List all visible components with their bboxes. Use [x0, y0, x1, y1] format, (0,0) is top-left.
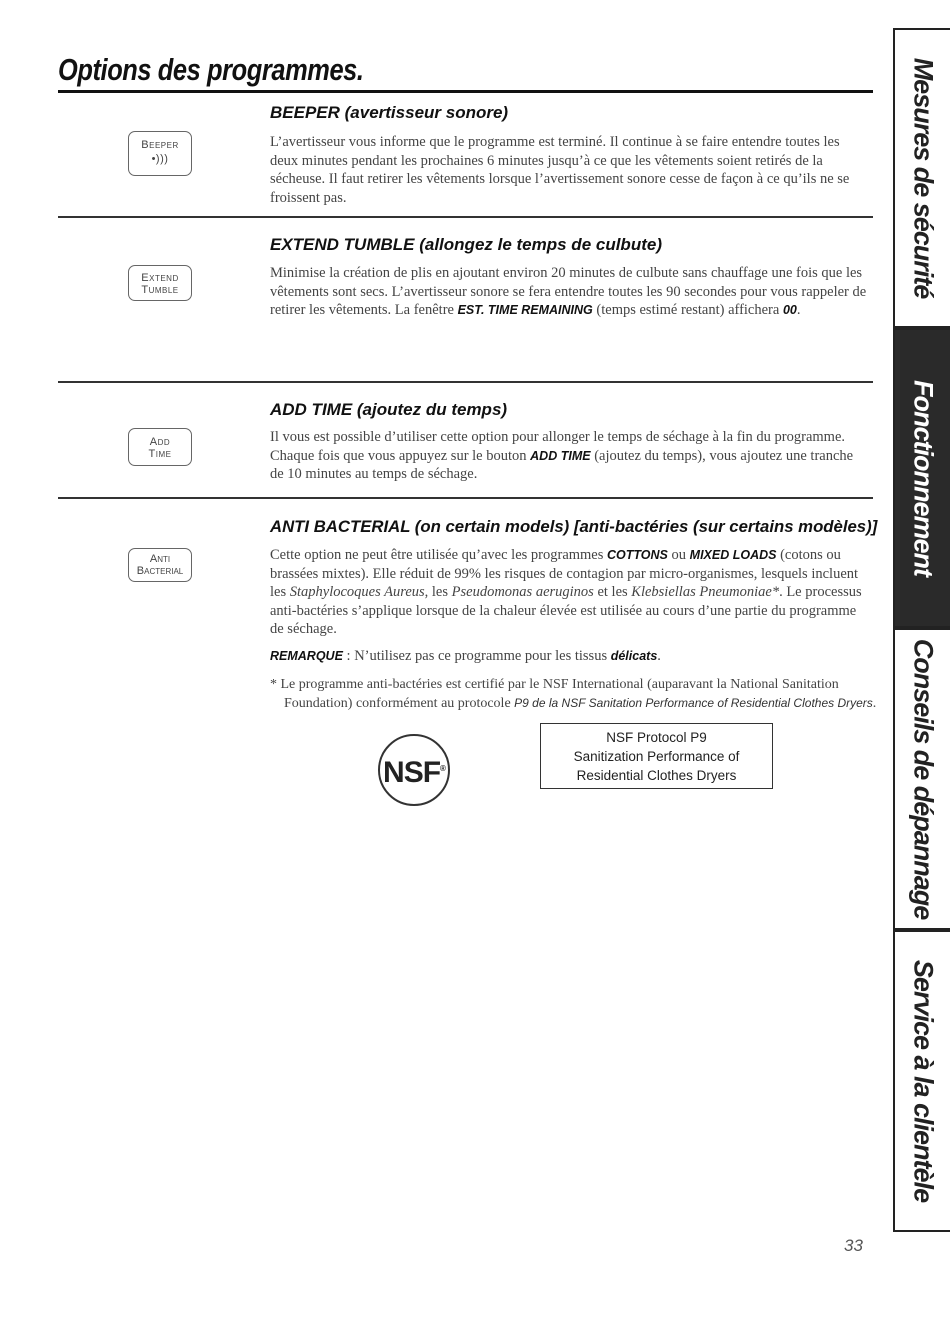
mixed-loads-keyword: MIXED LOADS: [689, 548, 777, 562]
remark-text-1: : N’utilisez pas ce programme pour les tissus: [342, 648, 611, 664]
beeper-description: L’avertisseur vous informe que le programme est terminé. Il continue à se faire entendre toutes les deux minutes pendant les prochaines 6 minutes jusqu’à ce que les vêtements soient retirés de la sécheuse. Il faut retirer les vêtements lorsque l’avertissement sonore cesse de façon à ce qu’ils ne se froissent pas.: [270, 134, 850, 206]
certification-footnote: [270, 676, 889, 713]
beeper-button-label: Beeper: [141, 139, 179, 151]
add-time-keyword: ADD TIME: [530, 448, 591, 463]
cottons-keyword: COTTONS: [607, 548, 668, 562]
nsf-box-line1: NSF Protocol P9: [606, 730, 707, 745]
nsf-registered-mark: ®: [440, 764, 445, 773]
side-tab-securite[interactable]: [893, 28, 950, 328]
nsf-logo-text: NSF: [383, 756, 441, 789]
extend-tumble-button-line1: Extend: [141, 272, 179, 284]
extend-text-3: .: [796, 302, 801, 318]
beeper-section-title: BEEPER (avertisseur sonore): [270, 103, 509, 122]
nsf-box-line3: Residential Clothes Dryers: [576, 768, 737, 783]
antibac-text-1: Cette option ne peut être utilisée qu’avec les programmes: [270, 547, 608, 563]
add-time-text-1: Il vous est possible d’utiliser cette option pour allonger le temps de séchage à la fin du programme. Chaque fois que vous appuyez sur le bouton: [270, 429, 846, 464]
remark-keyword: REMARQUE: [270, 649, 343, 663]
bacteria-name-1: Staphylocoques Aureus: [289, 584, 425, 600]
add-time-section-title: ADD TIME (ajoutez du temps): [270, 400, 508, 419]
beeper-button-icon: [128, 131, 192, 176]
page-title: Options des programmes.: [58, 52, 364, 87]
extend-text-1: Minimise la création de plis en ajoutant environ 20 minutes de culbute sans chauffage une fois que les vêtements sont secs. L’avertisseur sonore se fera entendre toutes les 90 secondes pour vous rappeler de retirer les vêtements. La fenêtre: [270, 265, 867, 318]
side-tab-label: Service à la clientèle: [908, 959, 938, 1203]
antibac-text-3: (cotons ou brassées mixtes). Elle réduit de 99% les risques de contagion par micro-organismes, lesquels incluent les: [270, 547, 859, 600]
add-time-description: [270, 428, 870, 484]
add-time-text-2: (ajoutez du temps), vous ajoutez une tranche de 10 minutes au temps de séchage.: [270, 447, 854, 482]
antibac-text-4: , les: [424, 584, 452, 600]
footnote-text-1: * Le programme anti-bactéries est certifié par le NSF International (auparavant la National Sanitation Foundation) conformément au protocole: [270, 677, 839, 711]
anti-bacterial-section-title: ANTI BACTERIAL (on certain models) [anti-bactéries (sur certains modèles)]: [270, 517, 878, 536]
display-value-00: 00: [782, 303, 797, 317]
side-tab-label: Mesures de sécurité: [908, 57, 938, 299]
extend-tumble-button-icon: [128, 265, 192, 301]
bacteria-name-3: Klebsiellas Pneumoniae*: [631, 584, 780, 600]
extend-tumble-button-line2: Tumble: [141, 284, 179, 296]
add-time-button-line1: Add: [149, 436, 171, 448]
page-number: 33: [844, 1236, 863, 1255]
antibac-text-5: et les: [593, 584, 632, 600]
footnote-protocol: P9 de la NSF Sanitation Performance of Residential Clothes Dryers: [514, 696, 873, 710]
anti-bacterial-button-line2: Bacterial: [136, 565, 184, 577]
nsf-logo: [378, 734, 450, 806]
remark-text-2: .: [657, 648, 661, 664]
side-tab-fonctionnement[interactable]: [893, 328, 950, 628]
side-tab-clientele[interactable]: [893, 930, 950, 1232]
anti-bacterial-button-line1: Anti: [149, 553, 171, 565]
anti-bacterial-button-icon: [128, 548, 192, 582]
side-tab-depannage[interactable]: [893, 628, 950, 930]
footnote-text-2: .: [872, 696, 877, 711]
side-tab-label: Conseils de dépannage: [908, 638, 938, 920]
sound-waves-icon: •))): [151, 153, 169, 165]
section-divider: [58, 381, 873, 383]
section-divider: [58, 497, 873, 499]
antibac-text-6: . Le processus anti-bactéries s’applique lorsque de la chaleur élevée est utilisée au cours d’une partie du programme de séchage.: [270, 584, 862, 637]
title-rule: [58, 90, 873, 93]
nsf-box-line2: Sanitization Performance of: [573, 749, 740, 764]
add-time-button-icon: [128, 428, 192, 466]
est-time-remaining-label: EST. TIME REMAINING: [457, 303, 593, 317]
extend-tumble-section-title: EXTEND TUMBLE (allongez le temps de culbute): [270, 235, 662, 254]
section-divider: [58, 216, 873, 218]
anti-bacterial-description: [270, 546, 870, 639]
remark-note: [270, 647, 870, 666]
add-time-button-line2: Time: [148, 448, 172, 460]
side-tab-label: Fonctionnement: [908, 380, 938, 576]
delicats-keyword: délicats: [610, 649, 658, 663]
antibac-text-2: ou: [667, 547, 690, 563]
extend-tumble-description: [270, 264, 870, 320]
nsf-protocol-box: [540, 723, 773, 789]
bacteria-name-2: Pseudomonas aeruginos: [451, 584, 594, 600]
extend-text-2: (temps estimé restant) affichera: [592, 302, 783, 318]
